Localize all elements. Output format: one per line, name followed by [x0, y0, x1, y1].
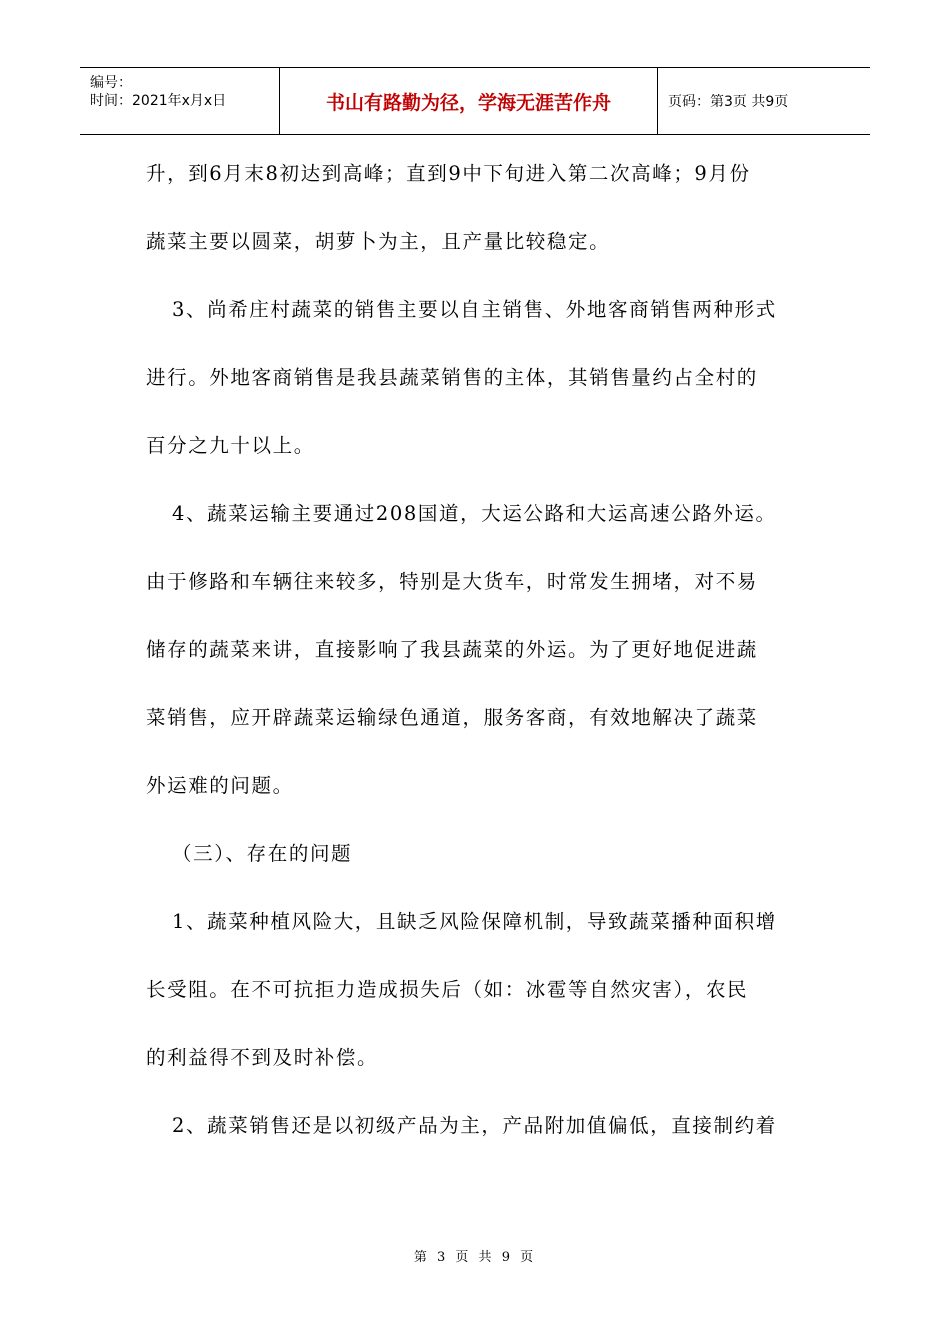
body-line: 蔬菜主要以圆菜，胡萝卜为主，且产量比较稳定。 — [146, 230, 611, 253]
body-line: 2、蔬菜销售还是以初级产品为主，产品附加值偏低，直接制约着 — [172, 1114, 777, 1137]
body-line: 升，到6月末8初达到高峰；直到9中下旬进入第二次高峰；9月份 — [146, 162, 751, 185]
header-motto: 书山有路勤为径，学海无涯苦作舟 — [280, 68, 658, 134]
body-line: 外运难的问题。 — [146, 774, 294, 797]
section-heading: （三）、存在的问题 — [172, 842, 353, 865]
body-line: 3、尚希庄村蔬菜的销售主要以自主销售、外地客商销售两种形式 — [172, 298, 777, 321]
body-line: 菜销售，应开辟蔬菜运输绿色通道，服务客商，有效地解决了蔬菜 — [146, 706, 758, 729]
document-date: 时间：2021年x月x日 — [90, 93, 227, 109]
body-line: 的利益得不到及时补偿。 — [146, 1046, 379, 1069]
body-line: 进行。外地客商销售是我县蔬菜销售的主体，其销售量约占全村的 — [146, 366, 758, 389]
header-page-info: 页码：第3页 共9页 — [668, 94, 789, 110]
body-line: 百分之九十以上。 — [146, 434, 315, 457]
body-line: 由于修路和车辆往来较多，特别是大货车，时常发生拥堵，对不易 — [146, 570, 758, 593]
document-number-label: 编号： — [90, 75, 132, 91]
document-header — [80, 67, 870, 135]
page-footer: 第 3 页 共 9 页 — [413, 1250, 537, 1265]
body-line: 长受阻。在不可抗拒力造成损失后（如：冰雹等自然灾害），农民 — [146, 978, 749, 1001]
header-meta-cell — [80, 68, 280, 134]
document-body — [146, 140, 806, 1160]
body-line: 1、蔬菜种植风险大，且缺乏风险保障机制，导致蔬菜播种面积增 — [172, 910, 777, 933]
body-line: 4、蔬菜运输主要通过208国道，大运公路和大运高速公路外运。 — [172, 502, 777, 525]
body-line: 储存的蔬菜来讲，直接影响了我县蔬菜的外运。为了更好地促进蔬 — [146, 638, 758, 661]
